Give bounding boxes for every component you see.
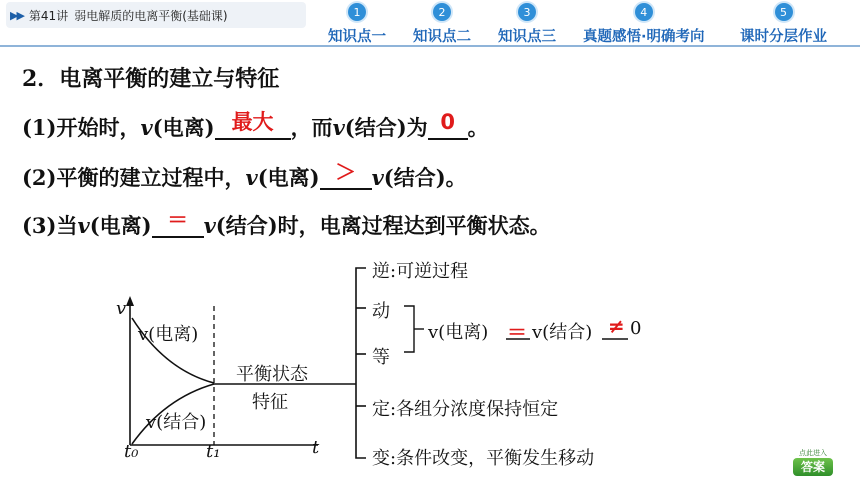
feature-constant: 定:各组分浓度保持恒定 xyxy=(372,399,559,420)
var-v: v xyxy=(140,115,153,140)
equal-rates-right: v(结合) xyxy=(532,322,593,343)
text: (2)平衡的建立过程中， xyxy=(22,165,246,190)
nav-number: 5 xyxy=(775,3,793,21)
zero-value: 0 xyxy=(630,318,642,339)
t1-label: t₁ xyxy=(206,441,221,462)
y-axis-arrow xyxy=(126,296,134,306)
feature-reversible: 逆:可逆过程 xyxy=(372,261,469,282)
nav-number: 2 xyxy=(433,3,451,21)
var-v: v xyxy=(203,213,216,238)
nav-item-5[interactable] xyxy=(740,3,827,46)
var-v: v xyxy=(245,165,258,190)
lesson-title: 弱电解质的电离平衡(基础课) xyxy=(74,8,228,23)
header xyxy=(0,0,860,48)
equal-rates-sign: ＝ xyxy=(507,320,527,344)
equal-rates-left: v(电离) xyxy=(428,322,489,343)
nav-item-1[interactable] xyxy=(328,3,386,46)
feature-change: 变:条件改变，平衡发生移动 xyxy=(372,448,595,469)
answer-text: ＝ xyxy=(167,208,189,232)
text: (电离) xyxy=(152,115,215,140)
text: (结合)。 xyxy=(383,165,467,190)
text: (结合)时，电离过程达到平衡状态。 xyxy=(215,213,551,238)
answer-blank xyxy=(320,160,372,190)
nav-label: 知识点三 xyxy=(498,29,556,45)
small-bracket xyxy=(404,306,414,352)
nav-number: 3 xyxy=(518,3,536,21)
nav-item-3[interactable] xyxy=(498,3,556,46)
feature-dynamic: 动 xyxy=(372,301,390,322)
nav-label: 知识点二 xyxy=(413,29,471,45)
answer-text: 0 xyxy=(440,110,455,134)
answer-button-caption: 点此进入 xyxy=(799,449,827,457)
answer-button[interactable] xyxy=(790,449,836,477)
y-axis-label: v xyxy=(116,298,127,319)
var-v: v xyxy=(77,213,90,238)
answer-blank xyxy=(152,208,204,238)
text: (电离) xyxy=(89,213,152,238)
nav-item-2[interactable] xyxy=(413,3,471,46)
text: (3)当 xyxy=(22,213,78,238)
text: ，而 xyxy=(290,115,333,140)
nav-label: 知识点一 xyxy=(328,29,386,45)
section-heading: 2．电离平衡的建立与特征 xyxy=(22,66,280,92)
text: (1)开始时， xyxy=(22,115,141,140)
answer-blank xyxy=(215,110,291,140)
answer-button-label: 答案 xyxy=(793,458,833,476)
answer-text: 最大 xyxy=(231,110,274,134)
nav-item-4[interactable] xyxy=(583,3,705,46)
t-axis-label: t xyxy=(312,437,320,458)
not-equal-sign: ≠ xyxy=(608,314,625,338)
nav-number: 4 xyxy=(635,3,653,21)
statement-1 xyxy=(22,112,489,142)
header-divider xyxy=(0,45,860,47)
nav-number: 1 xyxy=(348,3,366,21)
feature-label: 特征 xyxy=(252,392,288,413)
state-label: 平衡状态 xyxy=(236,364,308,385)
lesson-number: 第41讲 xyxy=(28,8,69,23)
answer-blank xyxy=(428,110,468,140)
features-bracket xyxy=(356,268,366,458)
answer-text: ＞ xyxy=(335,160,357,184)
statement-2 xyxy=(22,162,467,192)
dissociation-label: v(电离) xyxy=(138,324,199,345)
t0-label: t₀ xyxy=(124,441,139,462)
statement-3 xyxy=(22,210,551,240)
nav-label: 真题感悟·明确考向 xyxy=(583,29,705,45)
var-v: v xyxy=(332,115,345,140)
var-v: v xyxy=(371,165,384,190)
feature-equal: 等 xyxy=(372,347,390,368)
lesson-title-bar xyxy=(6,2,306,28)
nav-label: 课时分层作业 xyxy=(740,29,827,45)
text: 。 xyxy=(467,115,489,140)
play-arrows-icon: ▶▶ xyxy=(10,8,23,22)
text: (电离) xyxy=(257,165,320,190)
association-label: v(结合) xyxy=(146,412,207,433)
text: (结合)为 xyxy=(344,115,428,140)
